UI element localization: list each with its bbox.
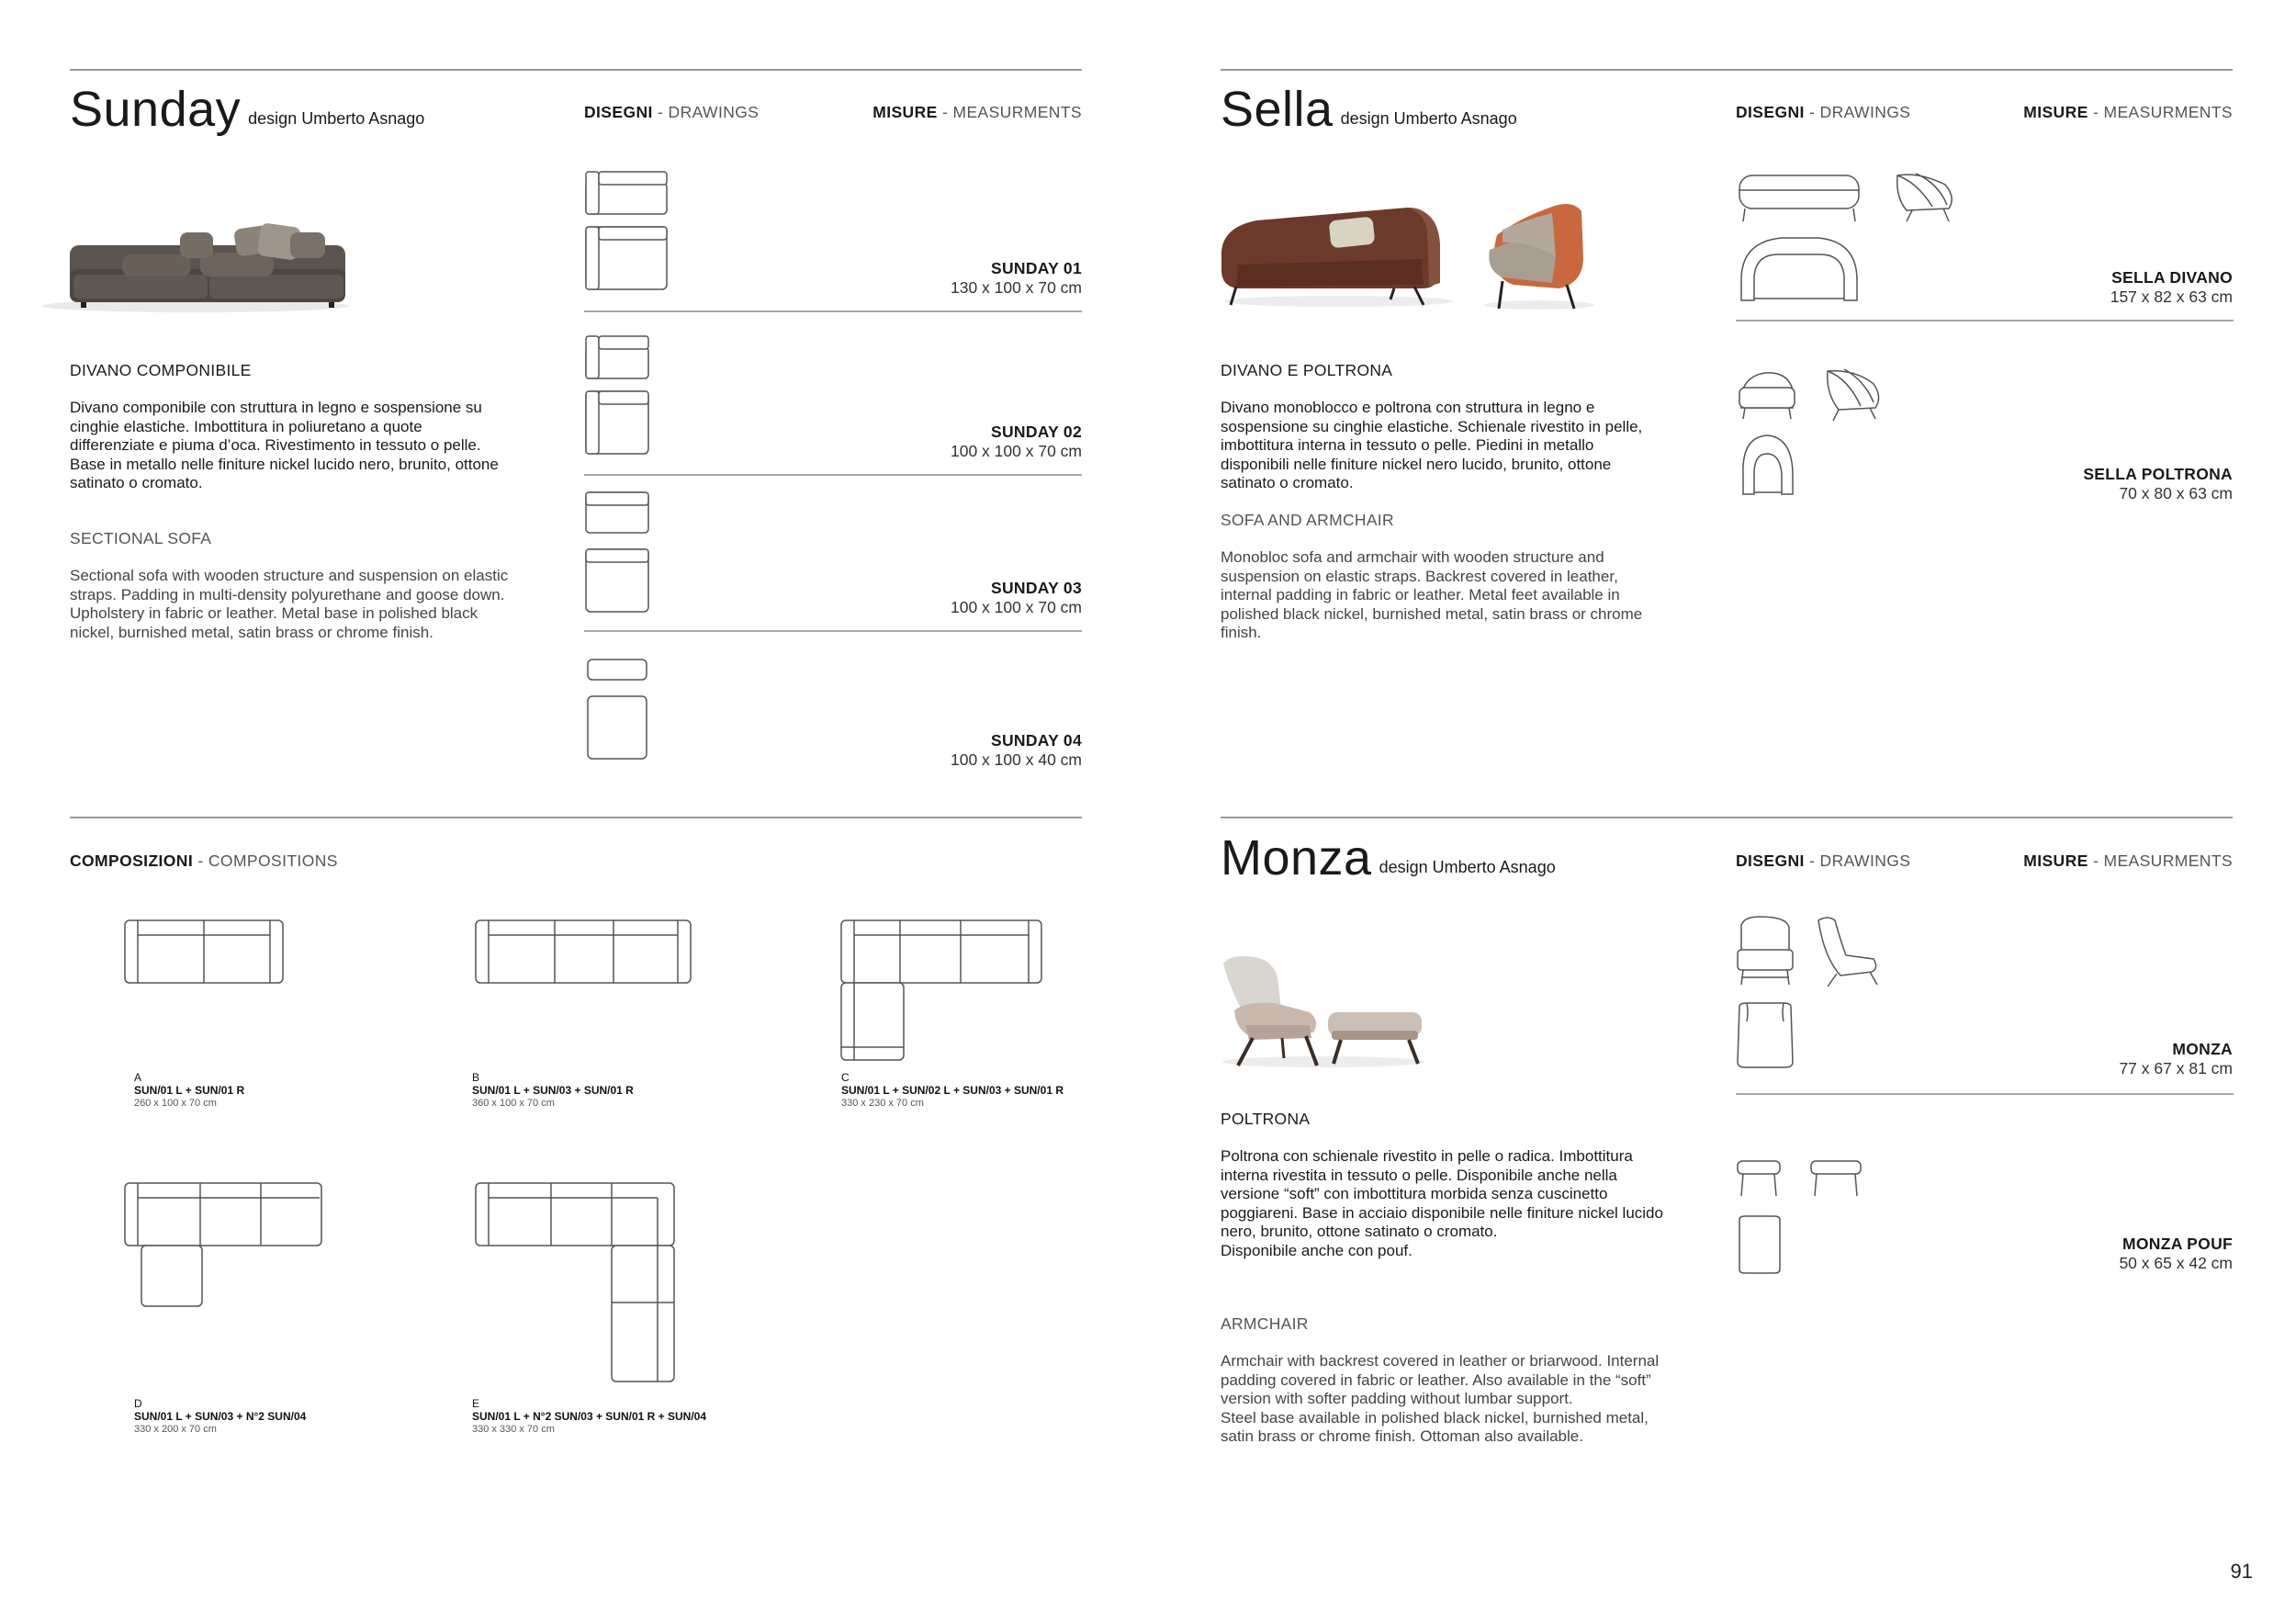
sunday-04-drawing xyxy=(584,658,658,763)
sunday-section-en: SECTIONAL SOFA xyxy=(70,529,212,547)
sunday-measures-header: MISURE - MEASURMENTS xyxy=(872,103,1082,121)
composition-b-drawing xyxy=(474,919,694,987)
composition-a-letter: A xyxy=(134,1071,142,1084)
composition-c-caption xyxy=(841,1071,1064,1110)
page-number: 91 xyxy=(2230,1560,2253,1583)
composition-e-dims: 330 x 330 x 70 cm xyxy=(472,1424,555,1435)
compositions-en: COMPOSITIONS xyxy=(208,851,338,870)
compositions-top-rule xyxy=(70,817,1082,818)
sunday-02-name: SUNDAY 02 xyxy=(990,423,1082,441)
monza-measures-header: MISURE - MEASURMENTS xyxy=(2023,851,2233,870)
monza-drawings-header: DISEGNI - DRAWINGS xyxy=(1736,851,1911,870)
sunday-03-dims: 100 x 100 x 70 cm xyxy=(951,598,1082,616)
monza-drawings-en: DRAWINGS xyxy=(1819,851,1911,870)
sella-title: Sella xyxy=(1221,82,1334,137)
sunday-sofa-photo xyxy=(35,207,347,312)
monza-measures-en: MEASURMENTS xyxy=(2103,851,2233,870)
monza-designer: design Umberto Asnago xyxy=(1379,858,1556,876)
compositions-it: COMPOSIZIONI xyxy=(70,851,194,870)
sunday-top-rule xyxy=(70,69,1082,71)
composition-c-code: SUN/01 L + SUN/02 L + SUN/03 + SUN/01 R xyxy=(841,1084,1064,1097)
sunday-01-drawing xyxy=(584,170,671,294)
composition-a-dims: 260 x 100 x 70 cm xyxy=(134,1098,217,1109)
sella-poltrona-drawing xyxy=(1736,366,1901,503)
sunday-text-en: Sectional sofa with wooden structure and suspension on elastic straps. Padding in multi-density polyurethane and goose down. Upholstery in fabric or leather. Metal base in polished black nickel, burnished metal, satin brass or chrome finish. xyxy=(70,567,509,641)
sunday-03-name: SUNDAY 03 xyxy=(990,579,1082,597)
sella-text-it: Divano monoblocco e poltrona con struttura in legno e sospensione su cinghie elastiche. Schienale rivestito in pelle, imbottitura interna in tessuto o pelle. Piedini in metallo disponibili nelle finiture nickel nero lucido, brunito, ottone satinato o cromato. xyxy=(1221,399,1643,491)
monza-section-en: ARMCHAIR xyxy=(1221,1314,1309,1333)
sunday-01-measure xyxy=(951,259,1082,298)
composition-b-letter: B xyxy=(472,1071,480,1084)
sunday-measures-it: MISURE xyxy=(872,103,938,121)
sella-photo xyxy=(1210,193,1596,312)
composition-b-caption xyxy=(472,1071,634,1110)
sella-drawings-header: DISEGNI - DRAWINGS xyxy=(1736,103,1911,121)
composition-e-caption xyxy=(472,1397,706,1436)
monza-pouf-drawing xyxy=(1736,1159,1864,1279)
sunday-measures-en: MEASURMENTS xyxy=(952,103,1082,121)
sella-divano-name: SELLA DIVANO xyxy=(2111,268,2233,287)
composition-d-caption xyxy=(134,1397,306,1436)
composition-d-code: SUN/01 L + SUN/03 + N°2 SUN/04 xyxy=(134,1410,307,1423)
sunday-divider-3 xyxy=(584,630,1082,632)
sunday-03-measure xyxy=(951,579,1082,617)
sunday-section-it: DIVANO COMPONIBILE xyxy=(70,361,252,379)
composition-a-caption xyxy=(134,1071,244,1110)
monza-text-en: Armchair with backrest covered in leather or briarwood. Internal padding covered in fabric or leather. Also available in the “soft” version with softer padding without lumbar support. Steel base available in polished black nickel, burnished metal, satin brass or chrome finish. Ottoman also available. xyxy=(1221,1352,1660,1445)
composition-b-dims: 360 x 100 x 70 cm xyxy=(472,1098,555,1109)
composition-c-dims: 330 x 230 x 70 cm xyxy=(841,1098,924,1109)
monza-section-it: POLTRONA xyxy=(1221,1110,1311,1128)
composition-d-dims: 330 x 200 x 70 cm xyxy=(134,1424,217,1435)
sunday-drawings-it: DISEGNI xyxy=(584,103,653,121)
sella-section-en: SOFA AND ARMCHAIR xyxy=(1221,511,1394,529)
sunday-04-dims: 100 x 100 x 40 cm xyxy=(951,750,1082,769)
sella-measures-it: MISURE xyxy=(2023,103,2088,121)
composition-e-drawing xyxy=(474,1181,678,1385)
monza-dims: 77 x 67 x 81 cm xyxy=(2119,1059,2233,1077)
monza-pouf-measure xyxy=(2119,1235,2233,1273)
monza-pouf-dims: 50 x 65 x 42 cm xyxy=(2119,1254,2233,1272)
sunday-04-name: SUNDAY 04 xyxy=(990,731,1082,750)
monza-measures-it: MISURE xyxy=(2023,851,2088,870)
monza-divider-1 xyxy=(1736,1093,2234,1095)
composition-e-code: SUN/01 L + N°2 SUN/03 + SUN/01 R + SUN/04 xyxy=(472,1410,707,1423)
sunday-drawings-header: DISEGNI - DRAWINGS xyxy=(584,103,760,121)
monza-name: MONZA xyxy=(2172,1040,2233,1058)
composition-d-drawing xyxy=(123,1181,325,1310)
monza-drawings-it: DISEGNI xyxy=(1736,851,1805,870)
sunday-02-measure xyxy=(951,423,1082,461)
sella-poltrona-name: SELLA POLTRONA xyxy=(2083,465,2233,483)
sunday-title: Sunday xyxy=(70,82,242,137)
sunday-drawings-en: DRAWINGS xyxy=(668,103,760,121)
monza-title: Monza xyxy=(1221,830,1372,885)
composition-a-code: SUN/01 L + SUN/01 R xyxy=(134,1084,245,1097)
monza-text-it: Poltrona con schienale rivestito in pelle o radica. Imbottitura interna rivestita in tessuto o pelle. Disponibile anche nella versione “soft” con imbottitura morbida senza cuscinetto poggiareni. Base in acciaio disponibile nelle finiture nickel lucido nero, brunito, ottone satinato o cromato. Disponibile anche con pouf. xyxy=(1221,1147,1663,1259)
sella-drawings-it: DISEGNI xyxy=(1736,103,1805,121)
composition-c-drawing xyxy=(839,919,1043,1064)
sunday-designer: design Umberto Asnago xyxy=(248,109,425,128)
sella-divano-drawing xyxy=(1736,170,1975,308)
monza-measure xyxy=(2119,1040,2233,1078)
compositions-header: COMPOSIZIONI - COMPOSITIONS xyxy=(70,851,338,870)
composition-b-code: SUN/01 L + SUN/03 + SUN/01 R xyxy=(472,1084,634,1097)
sella-measures-en: MEASURMENTS xyxy=(2103,103,2233,121)
sunday-04-measure xyxy=(951,731,1082,770)
monza-top-rule xyxy=(1221,817,2233,818)
sunday-divider-2 xyxy=(584,474,1082,476)
sella-measures-header: MISURE - MEASURMENTS xyxy=(2023,103,2233,121)
sella-top-rule xyxy=(1221,69,2233,71)
sunday-divider-1 xyxy=(584,310,1082,312)
sella-poltrona-measure xyxy=(2083,465,2233,503)
sella-text-en: Monobloc sofa and armchair with wooden structure and suspension on elastic straps. Backrest covered in leather, internal padding in fabric or leather. Metal feet available in polished black nickel, burnished metal, satin brass or chrome finish. xyxy=(1221,548,1643,641)
composition-a-drawing xyxy=(123,919,288,987)
monza-pouf-name: MONZA POUF xyxy=(2122,1235,2233,1253)
sunday-03-drawing xyxy=(584,491,658,615)
monza-drawing xyxy=(1736,915,1892,1071)
sunday-title-block xyxy=(70,81,424,138)
sunday-01-dims: 130 x 100 x 70 cm xyxy=(951,278,1082,297)
sella-drawings-en: DRAWINGS xyxy=(1819,103,1911,121)
sunday-02-drawing xyxy=(584,334,658,458)
sunday-text-it: Divano componibile con struttura in legno e sospensione su cinghie elastiche. Imbottitura in poliuretano a quote differenziate e piuma d’oca. Rivestimento in tessuto o pelle. Base in metallo nelle finiture nickel lucido nero, brunito, ottone satinato o cromato. xyxy=(70,399,499,491)
composition-c-letter: C xyxy=(841,1071,850,1084)
sella-divano-measure xyxy=(2110,268,2233,307)
sella-title-block xyxy=(1221,81,1517,138)
sella-poltrona-dims: 70 x 80 x 63 cm xyxy=(2119,484,2233,502)
sunday-02-dims: 100 x 100 x 70 cm xyxy=(951,442,1082,460)
composition-d-letter: D xyxy=(134,1397,142,1410)
sella-divano-dims: 157 x 82 x 63 cm xyxy=(2110,288,2233,306)
monza-photo xyxy=(1218,952,1429,1071)
composition-e-letter: E xyxy=(472,1397,480,1410)
sella-section-it: DIVANO E POLTRONA xyxy=(1221,361,1393,379)
monza-title-block xyxy=(1221,829,1556,886)
sella-designer: design Umberto Asnago xyxy=(1340,109,1517,128)
sella-divider-1 xyxy=(1736,320,2234,321)
sunday-01-name: SUNDAY 01 xyxy=(990,259,1082,277)
